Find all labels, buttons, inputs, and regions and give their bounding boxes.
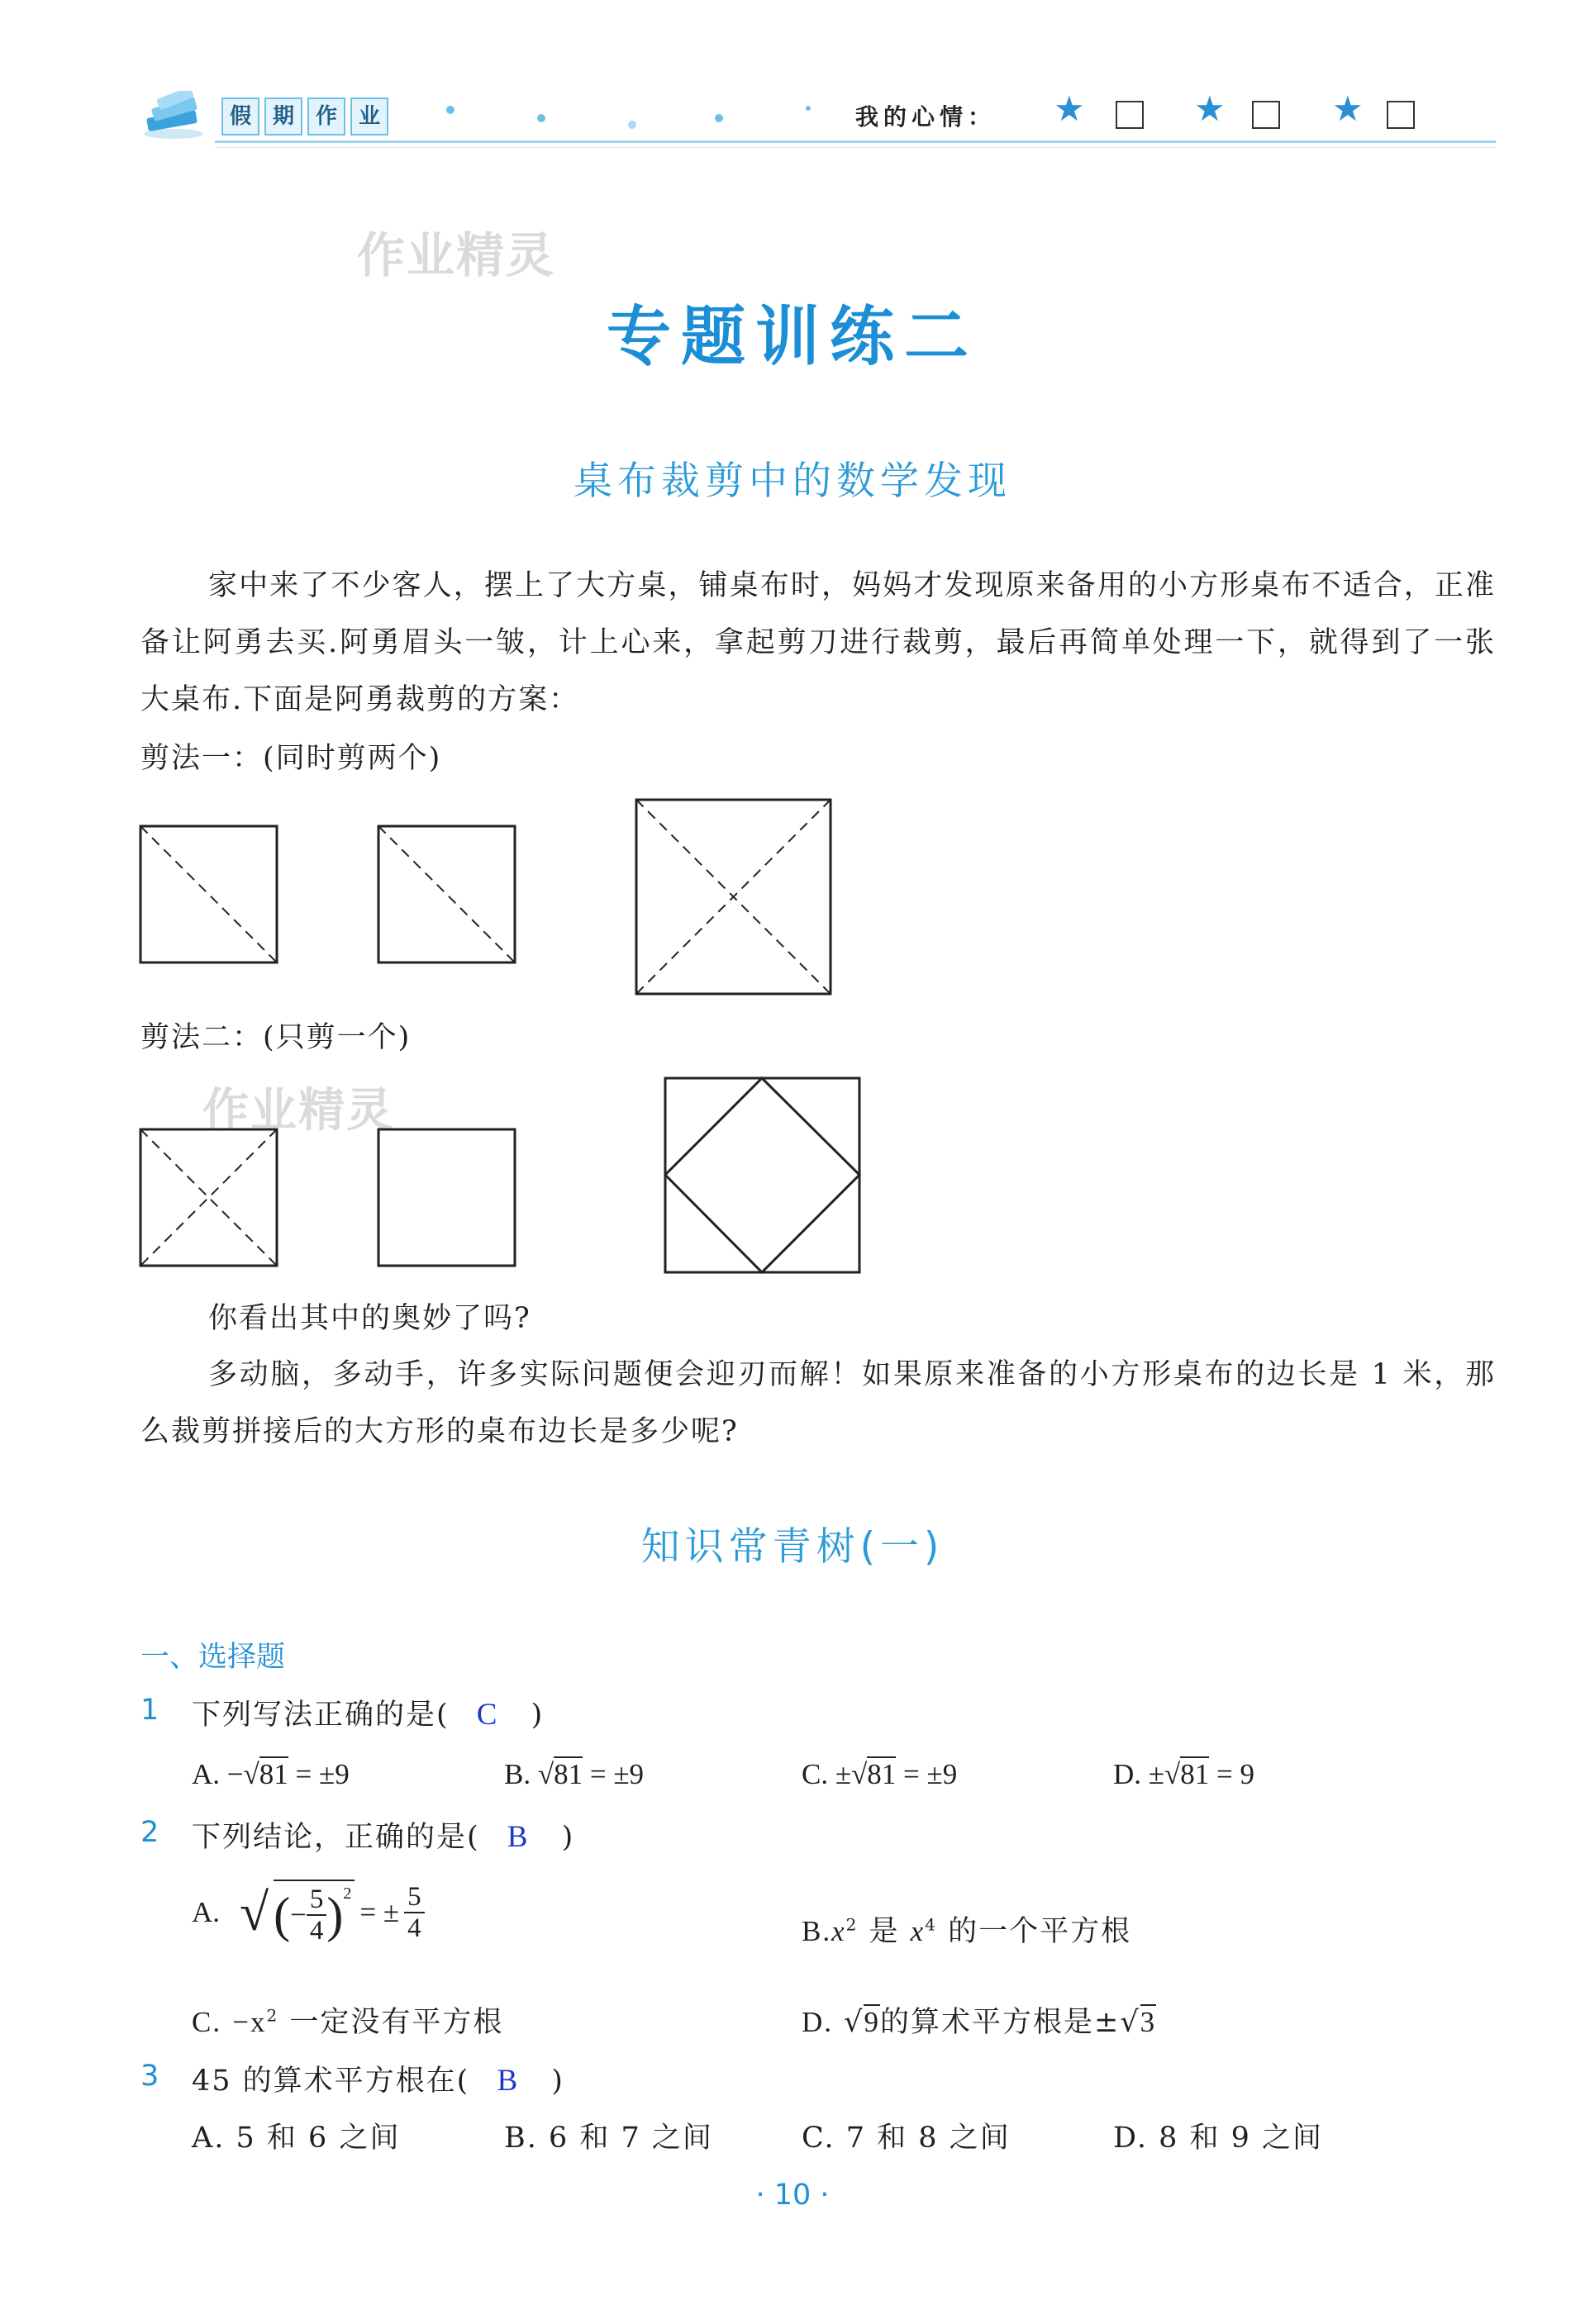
question-text: 下列结论，正确的是( [192, 1821, 480, 1854]
fraction: $\frac{5}{4}$ [307, 1884, 327, 1946]
question-number: 3 [140, 2060, 159, 2093]
tag-char: 期 [264, 97, 302, 135]
question-stem [192, 2058, 564, 2099]
option-d: D. ±√81 = 9 [1113, 1758, 1254, 1790]
small-square-1 [140, 826, 277, 962]
option-d: D. √9的算术平方根是±√3 [802, 2006, 1157, 2039]
question-close: ) [531, 1699, 545, 1732]
question-stem [192, 1692, 544, 1733]
sqrt-icon: √ [851, 1758, 868, 1790]
mood-checkbox[interactable] [1116, 101, 1144, 129]
answer-mark: C [476, 1698, 499, 1732]
sqrt-icon: √ [1164, 1758, 1181, 1790]
small-square-4 [378, 1129, 515, 1266]
sqrt-icon: √ [537, 1758, 555, 1790]
page-number: · 10 · [755, 2179, 830, 2212]
large-square-2 [665, 1078, 859, 1272]
question-text: 多动脑，多动手，许多实际问题便会迎刃而解！如果原来准备的小方形桌布的边长是 1 米，那么裁剪拼接后的大方形的桌布边长是多少呢? [140, 1358, 1496, 1448]
option-c: C. ±√81 = ±9 [802, 1758, 958, 1790]
tag-char: 业 [350, 97, 388, 135]
question-stem [192, 1814, 574, 1856]
sqrt-icon: √ [1120, 2006, 1140, 2039]
holiday-homework-tag [221, 97, 388, 132]
question-text: 你看出其中的奥妙了吗? [208, 1302, 531, 1335]
option-b: B. √81 = ±9 [504, 1758, 645, 1790]
small-square-3 [140, 1129, 277, 1266]
section-heading: 一、选择题 [140, 1641, 286, 1674]
sqrt-icon: √ [240, 1883, 269, 1941]
option-c: C. $-x^2$ 一定没有平方根 [192, 2005, 504, 2039]
page-title: 专题训练二 [606, 300, 978, 374]
decor-dot [806, 106, 811, 111]
header-rule [215, 140, 1496, 143]
fraction: $\frac{5}{4}$ [404, 1882, 425, 1943]
option-b: $B.x^2$ 是 $x^4$ 的一个平方根 [802, 1914, 1132, 1948]
method2-label: 剪法二：(只剪一个) [140, 1021, 412, 1054]
question-number: 2 [140, 1816, 159, 1849]
mood-label: 我的心情： [855, 103, 997, 131]
watermark: 作业精灵 [202, 1084, 394, 1138]
topic2-subtitle: 知识常青树(一) [640, 1524, 945, 1570]
small-square-2 [378, 826, 515, 962]
topic1-subtitle: 桌布裁剪中的数学发现 [574, 459, 1011, 504]
answer-mark: B [497, 2064, 520, 2098]
question-text: 45 的算术平方根在( [192, 2065, 470, 2098]
smile-star-icon: ★ [1054, 88, 1085, 129]
decor-dot [715, 114, 723, 122]
mood-checkbox[interactable] [1387, 101, 1415, 129]
answer-mark: B [507, 1820, 530, 1854]
sad-star-icon: ★ [1332, 88, 1364, 129]
question-number: 1 [140, 1694, 159, 1727]
method1-figures [132, 789, 859, 1004]
neutral-star-icon: ★ [1194, 88, 1226, 129]
method1-label: 剪法一：(同时剪两个) [140, 742, 442, 775]
tag-char: 作 [307, 97, 345, 135]
large-square-1 [636, 800, 831, 994]
decor-dot [446, 106, 455, 114]
option-a: A. √ ( − $\frac{5}{4}$ ) $^2$ = ± $\frac{5}{4}$ [192, 1880, 425, 1946]
decor-dot [628, 121, 636, 129]
method2-figures [132, 1070, 876, 1285]
header-rule [215, 147, 1496, 148]
header-logo [140, 91, 207, 140]
option-c: C. 7 和 8 之间 [802, 2122, 1011, 2155]
option-a: A. −√81 = ±9 [192, 1758, 350, 1790]
option-b: B. 6 和 7 之间 [504, 2122, 713, 2155]
books-icon [140, 91, 207, 140]
question-close: ) [551, 2065, 564, 2098]
intro-paragraph: 家中来了不少客人，摆上了大方桌，铺桌布时，妈妈才发现原来备用的小方形桌布不适合，正准备让阿勇去买.阿勇眉头一皱，计上心来，拿起剪刀进行裁剪，最后再简单处理一下，就得到了一张大桌布.下面是阿勇裁剪的方案： [140, 569, 1496, 716]
sqrt-icon: √ [243, 1758, 259, 1790]
question-text: 下列写法正确的是( [192, 1699, 450, 1732]
sqrt-icon: √ [844, 2006, 864, 2039]
mood-checkbox[interactable] [1252, 101, 1280, 129]
option-a: A. 5 和 6 之间 [192, 2122, 401, 2155]
tag-char: 假 [221, 97, 259, 135]
decor-dot [537, 114, 545, 122]
option-d: D. 8 和 9 之间 [1113, 2122, 1323, 2155]
watermark: 作业精灵 [357, 227, 556, 283]
question-close: ) [561, 1821, 575, 1854]
